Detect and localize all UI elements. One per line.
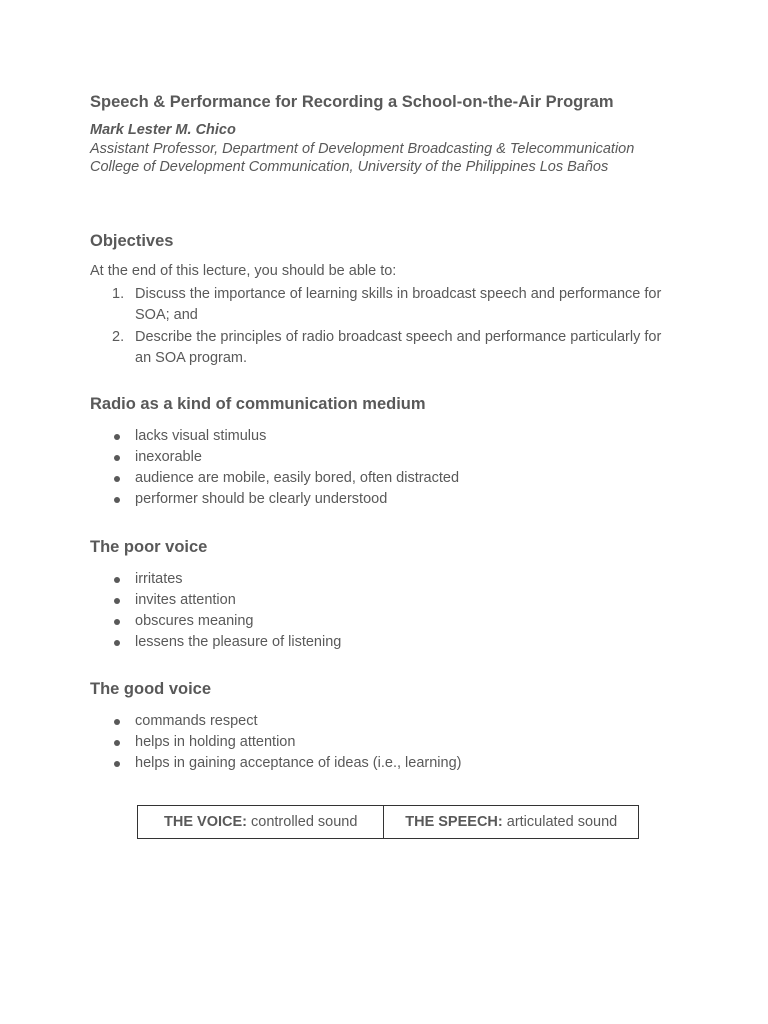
- author-affiliation-position: Assistant Professor, Department of Development Broadcasting & Telecommunication: [90, 141, 635, 157]
- speech-label: THE SPEECH:: [405, 814, 503, 830]
- objectives-list: [90, 284, 680, 370]
- bullet-icon: [114, 740, 120, 746]
- bullet-icon: [114, 640, 120, 646]
- bullet-icon: [114, 598, 120, 604]
- list-item: helps in holding attention: [90, 732, 680, 753]
- radio-medium-heading: Radio as a kind of communication medium: [90, 395, 426, 413]
- list-item: audience are mobile, easily bored, often distracted: [90, 468, 680, 489]
- list-item: helps in gaining acceptance of ideas (i.e., learning): [90, 753, 680, 774]
- poor-voice-heading: The poor voice: [90, 538, 208, 556]
- bullet-icon: [114, 434, 120, 440]
- voice-text: controlled sound: [246, 814, 358, 830]
- objective-text: Discuss the importance of learning skills in broadcast speech and performance for SOA; and: [135, 286, 662, 323]
- objective-item: [90, 327, 680, 369]
- list-item: irritates: [90, 569, 680, 590]
- bullet-icon: [114, 619, 120, 625]
- objectives-heading: Objectives: [90, 232, 174, 250]
- table-cell-speech: [384, 806, 639, 839]
- bullet-icon: [114, 455, 120, 461]
- speech-text: articulated sound: [502, 814, 618, 830]
- list-item: invites attention: [90, 590, 680, 611]
- radio-medium-list: [90, 426, 680, 510]
- bullet-icon: [114, 761, 120, 767]
- bullet-icon: [114, 719, 120, 725]
- poor-voice-list: [90, 569, 680, 653]
- good-voice-heading: The good voice: [90, 680, 212, 698]
- table-row: [138, 806, 639, 839]
- good-voice-list: [90, 711, 680, 774]
- list-item: inexorable: [90, 447, 680, 468]
- voice-label: THE VOICE:: [164, 814, 247, 830]
- objective-number: 2.: [112, 329, 125, 345]
- document-title: Speech & Performance for Recording a School-on-the-Air Program: [90, 93, 614, 111]
- author-name: Mark Lester M. Chico: [90, 122, 236, 138]
- objective-text: Describe the principles of radio broadcast speech and performance particularly for an SOA program.: [135, 329, 662, 366]
- list-item: commands respect: [90, 711, 680, 732]
- table-cell-voice: [138, 806, 384, 839]
- list-item: lacks visual stimulus: [90, 426, 680, 447]
- voice-speech-table: [137, 805, 639, 839]
- list-item: performer should be clearly understood: [90, 489, 680, 510]
- bullet-icon: [114, 577, 120, 583]
- list-item: lessens the pleasure of listening: [90, 632, 680, 653]
- objective-number: 1.: [112, 286, 125, 302]
- bullet-icon: [114, 497, 120, 503]
- objective-item: [90, 284, 680, 326]
- author-affiliation-institution: College of Development Communication, University of the Philippines Los Baños: [90, 159, 609, 175]
- objectives-intro: At the end of this lecture, you should be able to:: [90, 263, 397, 279]
- bullet-icon: [114, 476, 120, 482]
- list-item: obscures meaning: [90, 611, 680, 632]
